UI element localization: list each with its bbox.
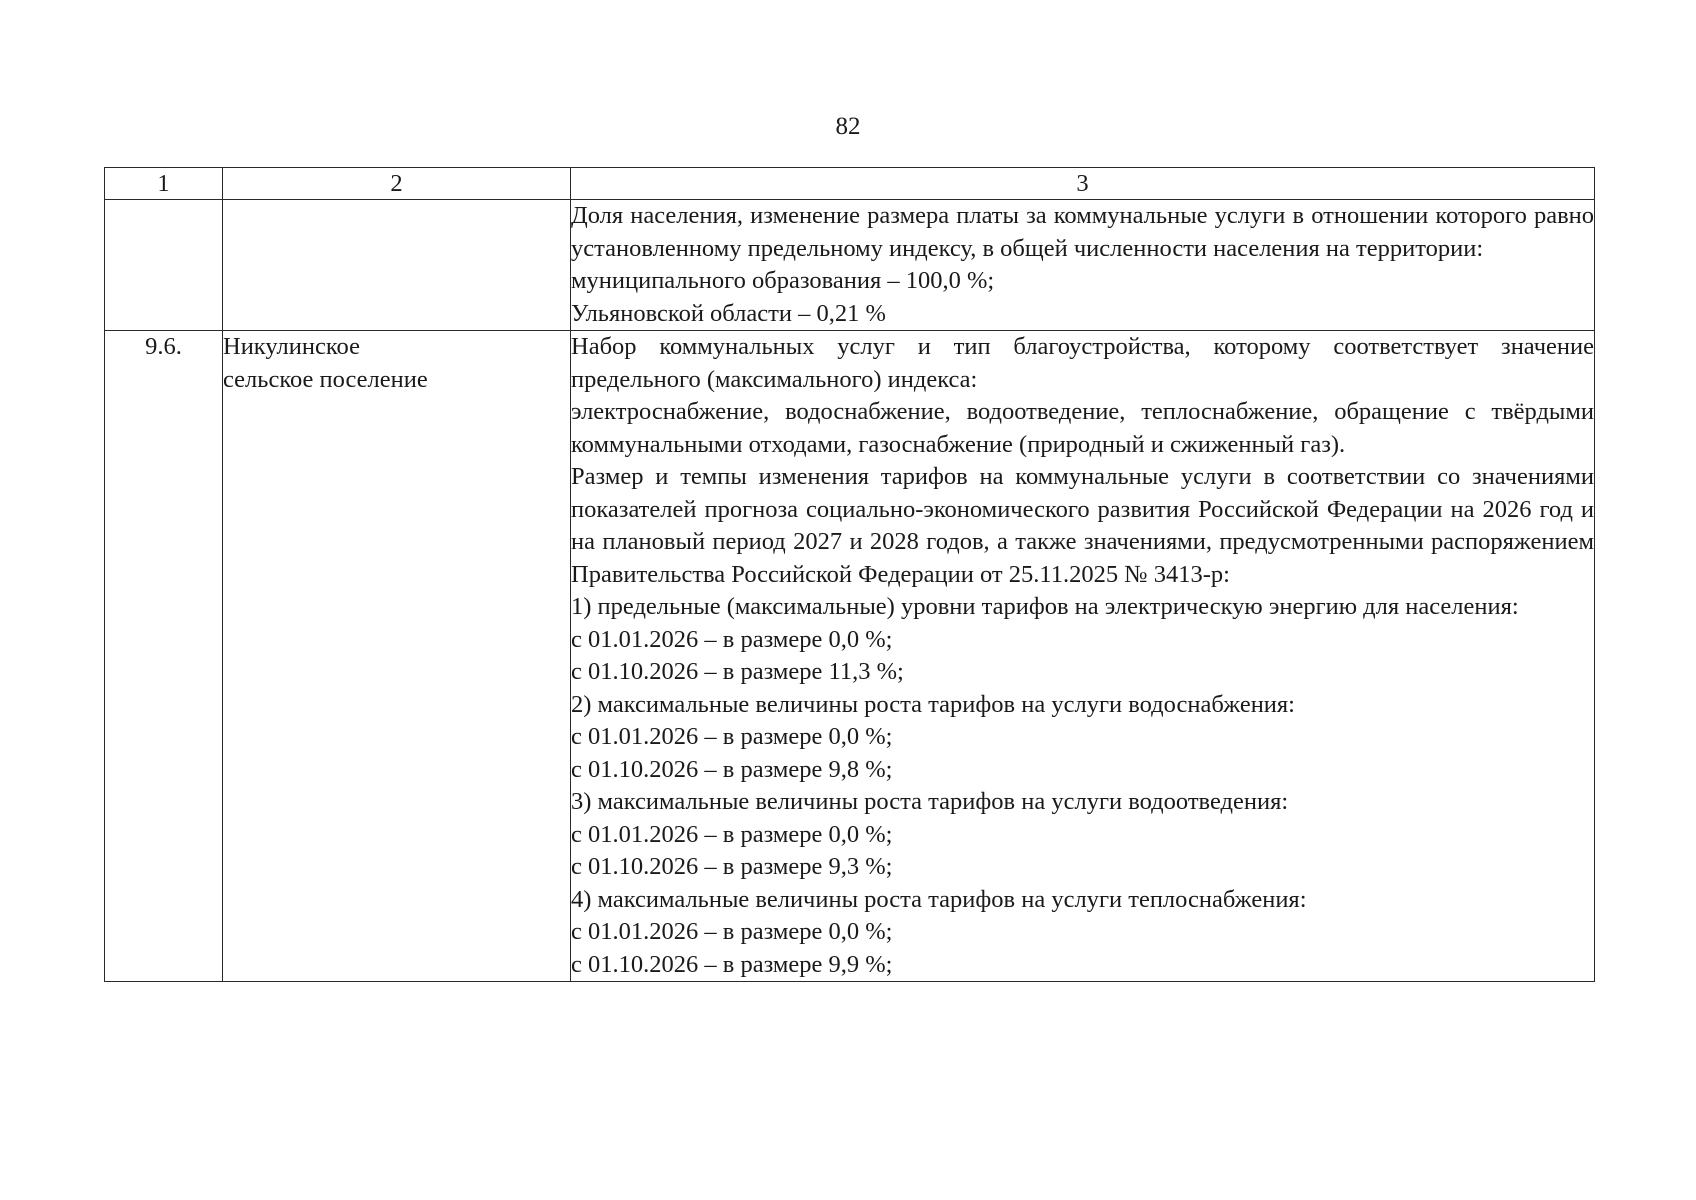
table-row — [105, 331, 1595, 982]
indicator-line: Ульяновской области – 0,21 % — [571, 299, 886, 327]
indicator-paragraph: Доля населения, изменение размера платы за коммунальные услуги в отношении которого равно установленному предельному индексу, в общей численности населения на территории: — [571, 202, 1594, 262]
services-set-paragraph: Набор коммунальных услуг и тип благоустройства, которому соответствует значение предельного (максимального) индекса: — [571, 333, 1594, 393]
indicator-line: муниципального образования – 100,0 %; — [571, 267, 995, 294]
table-header-row — [105, 168, 1595, 200]
column-header-3: 3 — [571, 168, 1595, 200]
column-header-1: 1 — [105, 168, 223, 200]
tariff-text-cell — [571, 331, 1595, 982]
tariff-table — [104, 167, 1595, 982]
water-disposal-heading: 3) максимальные величины роста тарифов на услуги водоотведения: — [571, 788, 1289, 815]
municipality-name-line: сельское поселение — [223, 365, 428, 393]
municipality-name-cell — [223, 200, 571, 331]
table-row-continued — [105, 200, 1595, 331]
municipality-name-cell — [223, 331, 571, 982]
tariff-line: с 01.01.2026 – в размере 0,0 %; — [571, 723, 893, 750]
tariff-line: с 01.10.2026 – в размере 9,9 %; — [571, 950, 893, 978]
tariff-line: с 01.10.2026 – в размере 11,3 %; — [571, 658, 904, 685]
electricity-heading: 1) предельные (максимальные) уровни тарифов на электрическую энергию для населения: — [571, 593, 1519, 620]
water-supply-heading: 2) максимальные величины роста тарифов на услуги водоснабжения: — [571, 690, 1295, 718]
tariff-line: с 01.01.2026 – в размере 0,0 %; — [571, 820, 893, 848]
indicator-text-cell — [571, 200, 1595, 331]
tariff-line: с 01.10.2026 – в размере 9,8 %; — [571, 755, 893, 783]
municipality-name-line: Никулинское — [223, 333, 360, 360]
heat-supply-heading: 4) максимальные величины роста тарифов на услуги теплоснабжения: — [571, 885, 1307, 913]
tariff-line: с 01.10.2026 – в размере 9,3 %; — [571, 853, 893, 880]
page-number: 82 — [835, 113, 861, 140]
column-header-2: 2 — [223, 168, 571, 200]
row-number-cell — [105, 200, 223, 331]
tariff-line: с 01.01.2026 – в размере 0,0 %; — [571, 625, 893, 653]
tariff-basis-paragraph: Размер и темпы изменения тарифов на коммунальные услуги в соответствии со значениями показателей прогноза социально-экономического развития Российской Федерации на 2026 год и на плановый период 2027 и 2028 годов, а также значениями, предусмотренными распоряжением Правительства Российской Федерации от 25.11.2025 № 3413-р: — [571, 463, 1594, 588]
row-number-cell: 9.6. — [105, 331, 223, 982]
tariff-line: с 01.01.2026 – в размере 0,0 %; — [571, 918, 893, 945]
services-list-paragraph: электроснабжение, водоснабжение, водоотведение, теплоснабжение, обращение с твёрдыми коммунальными отходами, газоснабжение (природный и сжиженный газ). — [571, 398, 1594, 458]
